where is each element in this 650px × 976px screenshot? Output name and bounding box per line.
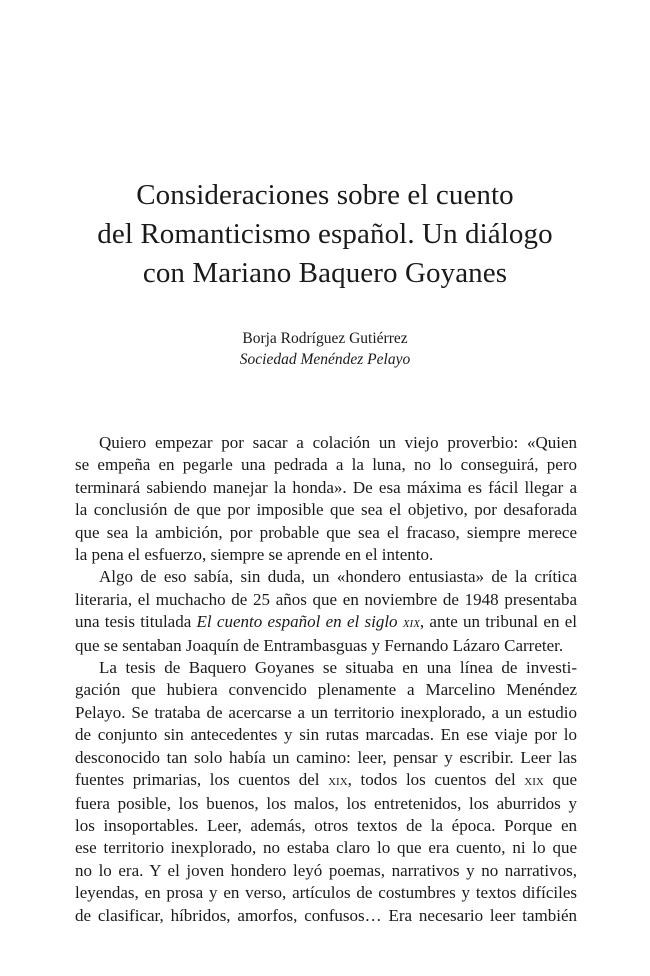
- text-line: ese territorio inexplorado, no estaba claro lo que era cuento, ni lo que: [75, 838, 577, 858]
- thesis-title-text: El cuento español en el siglo: [196, 612, 403, 632]
- title-line: con Mariano Baquero Goyanes: [142, 257, 508, 289]
- article-title: [40, 176, 610, 293]
- author-name: Borja Rodríguez Gutiérrez: [242, 330, 408, 347]
- text-fragment: que: [543, 770, 578, 790]
- text-line: La tesis de Baquero Goyanes se situaba en una línea de investi-: [99, 658, 577, 678]
- article-body: [75, 432, 577, 927]
- century-numeral: xix: [402, 615, 420, 632]
- paragraph-2: [75, 566, 577, 657]
- text-line: literaria, el muchacho de 25 años que en noviembre de 1948 presentaba: [75, 589, 577, 609]
- author-affiliation: Sociedad Menéndez Pelayo: [239, 351, 411, 368]
- text-line: leyendas, en prosa y en verso, artículos de costumbres y textos difíciles: [75, 883, 577, 903]
- byline: [40, 328, 610, 370]
- text-line: fuera posible, los buenos, los malos, los entretenidos, los aburridos y: [75, 793, 577, 813]
- text-line: desconocido tan solo había un camino: leer, pensar y escribir. Leer las: [75, 747, 577, 767]
- text-line-with-numerals: [75, 769, 577, 792]
- text-line: los insoportables. Leer, además, otros textos de la época. Porque en: [75, 815, 577, 835]
- century-numeral: xix: [524, 773, 544, 790]
- text-line: de clasificar, híbridos, amorfos, confusos… Era necesario leer también: [75, 905, 577, 925]
- title-line: Consideraciones sobre el cuento: [136, 179, 514, 211]
- paragraph-3: [75, 657, 577, 927]
- text-fragment: , todos los cuentos del: [347, 770, 525, 790]
- text-fragment: una tesis titulada: [75, 612, 197, 632]
- text-line: gación que hubiera convencido plenamente a Marcelino Menéndez: [75, 680, 577, 700]
- text-line: Quiero empezar por sacar a colación un viejo proverbio: «Quien: [99, 433, 577, 452]
- text-line-with-title: [75, 611, 577, 634]
- title-line: del Romanticismo español. Un diálogo: [97, 218, 553, 250]
- text-line: la conclusión de que por imposible que sea el objetivo, por desaforada: [75, 500, 577, 520]
- text-line: de conjunto sin antecedentes y sin rutas marcadas. En ese viaje por lo: [75, 725, 577, 745]
- text-line: que sea la ambición, por probable que sea el fracaso, siempre merece: [75, 522, 577, 542]
- text-line: Pelayo. Se trataba de acercarse a un territorio inexplorado, a un estudio: [75, 702, 577, 722]
- text-fragment: fuentes primarias, los cuentos del: [75, 770, 329, 790]
- text-fragment: , ante un tribunal en el: [419, 612, 577, 632]
- text-line: no lo era. Y el joven hondero leyó poemas, narrativos y no narrativos,: [75, 860, 577, 880]
- century-numeral: xix: [328, 773, 348, 790]
- text-line: terminará sabiendo manejar la honda». De esa máxima es fácil llegar a: [75, 477, 577, 497]
- text-line: Algo de eso sabía, sin duda, un «hondero entusiasta» de la crítica: [99, 567, 577, 587]
- text-line: que se sentaban Joaquín de Entrambasguas y Fernando Lázaro Carreter.: [75, 635, 564, 655]
- paragraph-1: [75, 432, 577, 566]
- text-line: la pena el esfuerzo, siempre se aprende en el intento.: [75, 545, 434, 565]
- thesis-title: [197, 612, 420, 631]
- text-line: se empeña en pegarle una pedrada a la luna, no lo conseguirá, pero: [75, 455, 577, 475]
